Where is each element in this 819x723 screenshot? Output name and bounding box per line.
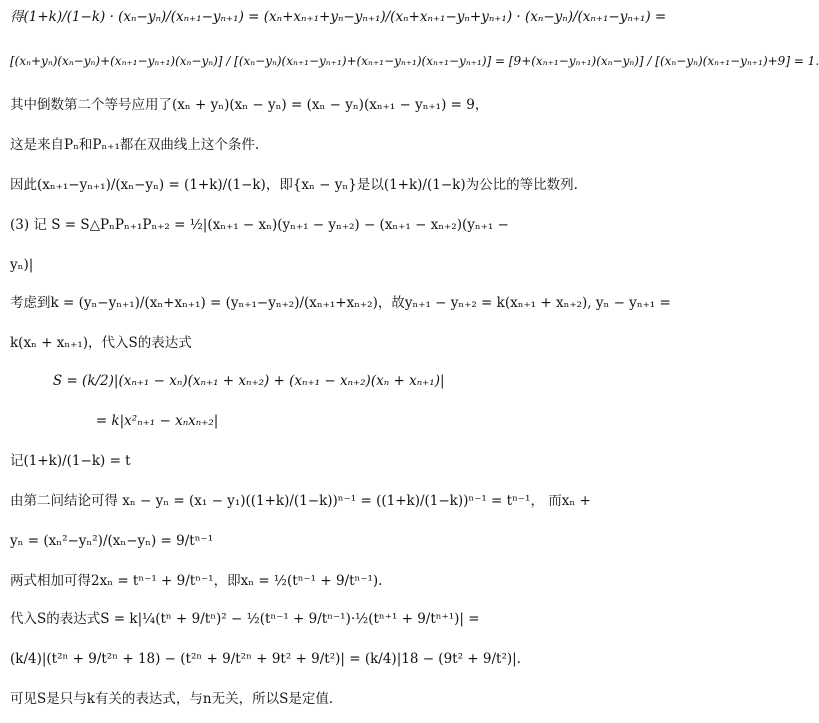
text-line-16: 代入S的表达式S = k|¼(tⁿ + 9/tⁿ)² − ½(tⁿ⁻¹ + 9/tⁿ⁻¹)·½(tⁿ⁺¹ + 9/tⁿ⁺¹)| = (10, 611, 480, 627)
text-line-3: 其中倒数第二个等号应用了(xₙ + yₙ)(xₙ − yₙ) = (xₙ − yₙ)(xₙ₊₁ − yₙ₊₁) = 9， (10, 97, 489, 113)
text-line-5: 因此(xₙ₊₁−yₙ₊₁)/(xₙ−yₙ) = (1+k)/(1−k)，即{xₙ − yₙ}是以(1+k)/(1−k)为公比的等比数列. (10, 177, 578, 193)
text-line-9: k(xₙ + xₙ₊₁)，代入S的表达式 (10, 335, 192, 351)
text-line-12: 记(1+k)/(1−k) = t (10, 453, 131, 469)
text-line-18: 可见S是只与k有关的表达式，与n无关，所以S是定值. (10, 691, 334, 707)
text-line-14: yₙ = (xₙ²−yₙ²)/(xₙ−yₙ) = 9/tⁿ⁻¹ (10, 533, 214, 549)
text-line-15: 两式相加可得2xₙ = tⁿ⁻¹ + 9/tⁿ⁻¹，即xₙ = ½(tⁿ⁻¹ + 9/tⁿ⁻¹). (10, 573, 383, 589)
equation-line-11: = k|x²ₙ₊₁ − xₙxₙ₊₂| (10, 413, 219, 429)
text-line-13: 由第二问结论可得 xₙ − yₙ = (x₁ − y₁)((1+k)/(1−k))ⁿ⁻¹ = ((1+k)/(1−k))ⁿ⁻¹ = tⁿ⁻¹， 而xₙ + (10, 493, 591, 509)
text-line-7: yₙ)| (10, 257, 34, 273)
equation-line-1: 得(1+k)/(1−k) · (xₙ−yₙ)/(xₙ₊₁−yₙ₊₁) = (xₙ+xₙ₊₁+yₙ−yₙ₊₁)/(xₙ+xₙ₊₁−yₙ+yₙ₊₁) · (xₙ−yₙ)/(xₙ₊₁−yₙ₊₁) = (10, 9, 667, 25)
text-line-4: 这是来自Pₙ和Pₙ₊₁都在双曲线上这个条件. (10, 137, 260, 153)
equation-line-10: S = (k/2)|(xₙ₊₁ − xₙ)(xₙ₊₁ + xₙ₊₂) + (xₙ₊₁ − xₙ₊₂)(xₙ + xₙ₊₁)| (10, 373, 445, 389)
text-line-8: 考虑到k = (yₙ−yₙ₊₁)/(xₙ+xₙ₊₁) = (yₙ₊₁−yₙ₊₂)/(xₙ₊₁+xₙ₊₂)，故yₙ₊₁ − yₙ₊₂ = k(xₙ₊₁ + xₙ₊₂), yₙ − yₙ₊₁ = (10, 295, 671, 311)
text-line-17: (k/4)|(t²ⁿ + 9/t²ⁿ + 18) − (t²ⁿ + 9/t²ⁿ + 9t² + 9/t²)| = (k/4)|18 − (9t² + 9/t²)|. (10, 651, 521, 667)
equation-line-2: [(xₙ+yₙ)(xₙ−yₙ)+(xₙ₊₁−yₙ₊₁)(xₙ−yₙ)] / [(xₙ−yₙ)(xₙ₊₁−yₙ₊₁)+(xₙ₊₁−yₙ₊₁)(xₙ₊₁−yₙ₊₁)] = [9+(xₙ₊₁−yₙ₊₁)(xₙ−yₙ)] / [(xₙ−yₙ)(xₙ₊₁−yₙ₊₁)+9] = 1. (10, 54, 819, 68)
text-line-6: (3) 记 S = S△PₙPₙ₊₁Pₙ₊₂ = ½|(xₙ₊₁ − xₙ)(yₙ₊₁ − yₙ₊₂) − (xₙ₊₁ − xₙ₊₂)(yₙ₊₁ − (10, 217, 509, 233)
